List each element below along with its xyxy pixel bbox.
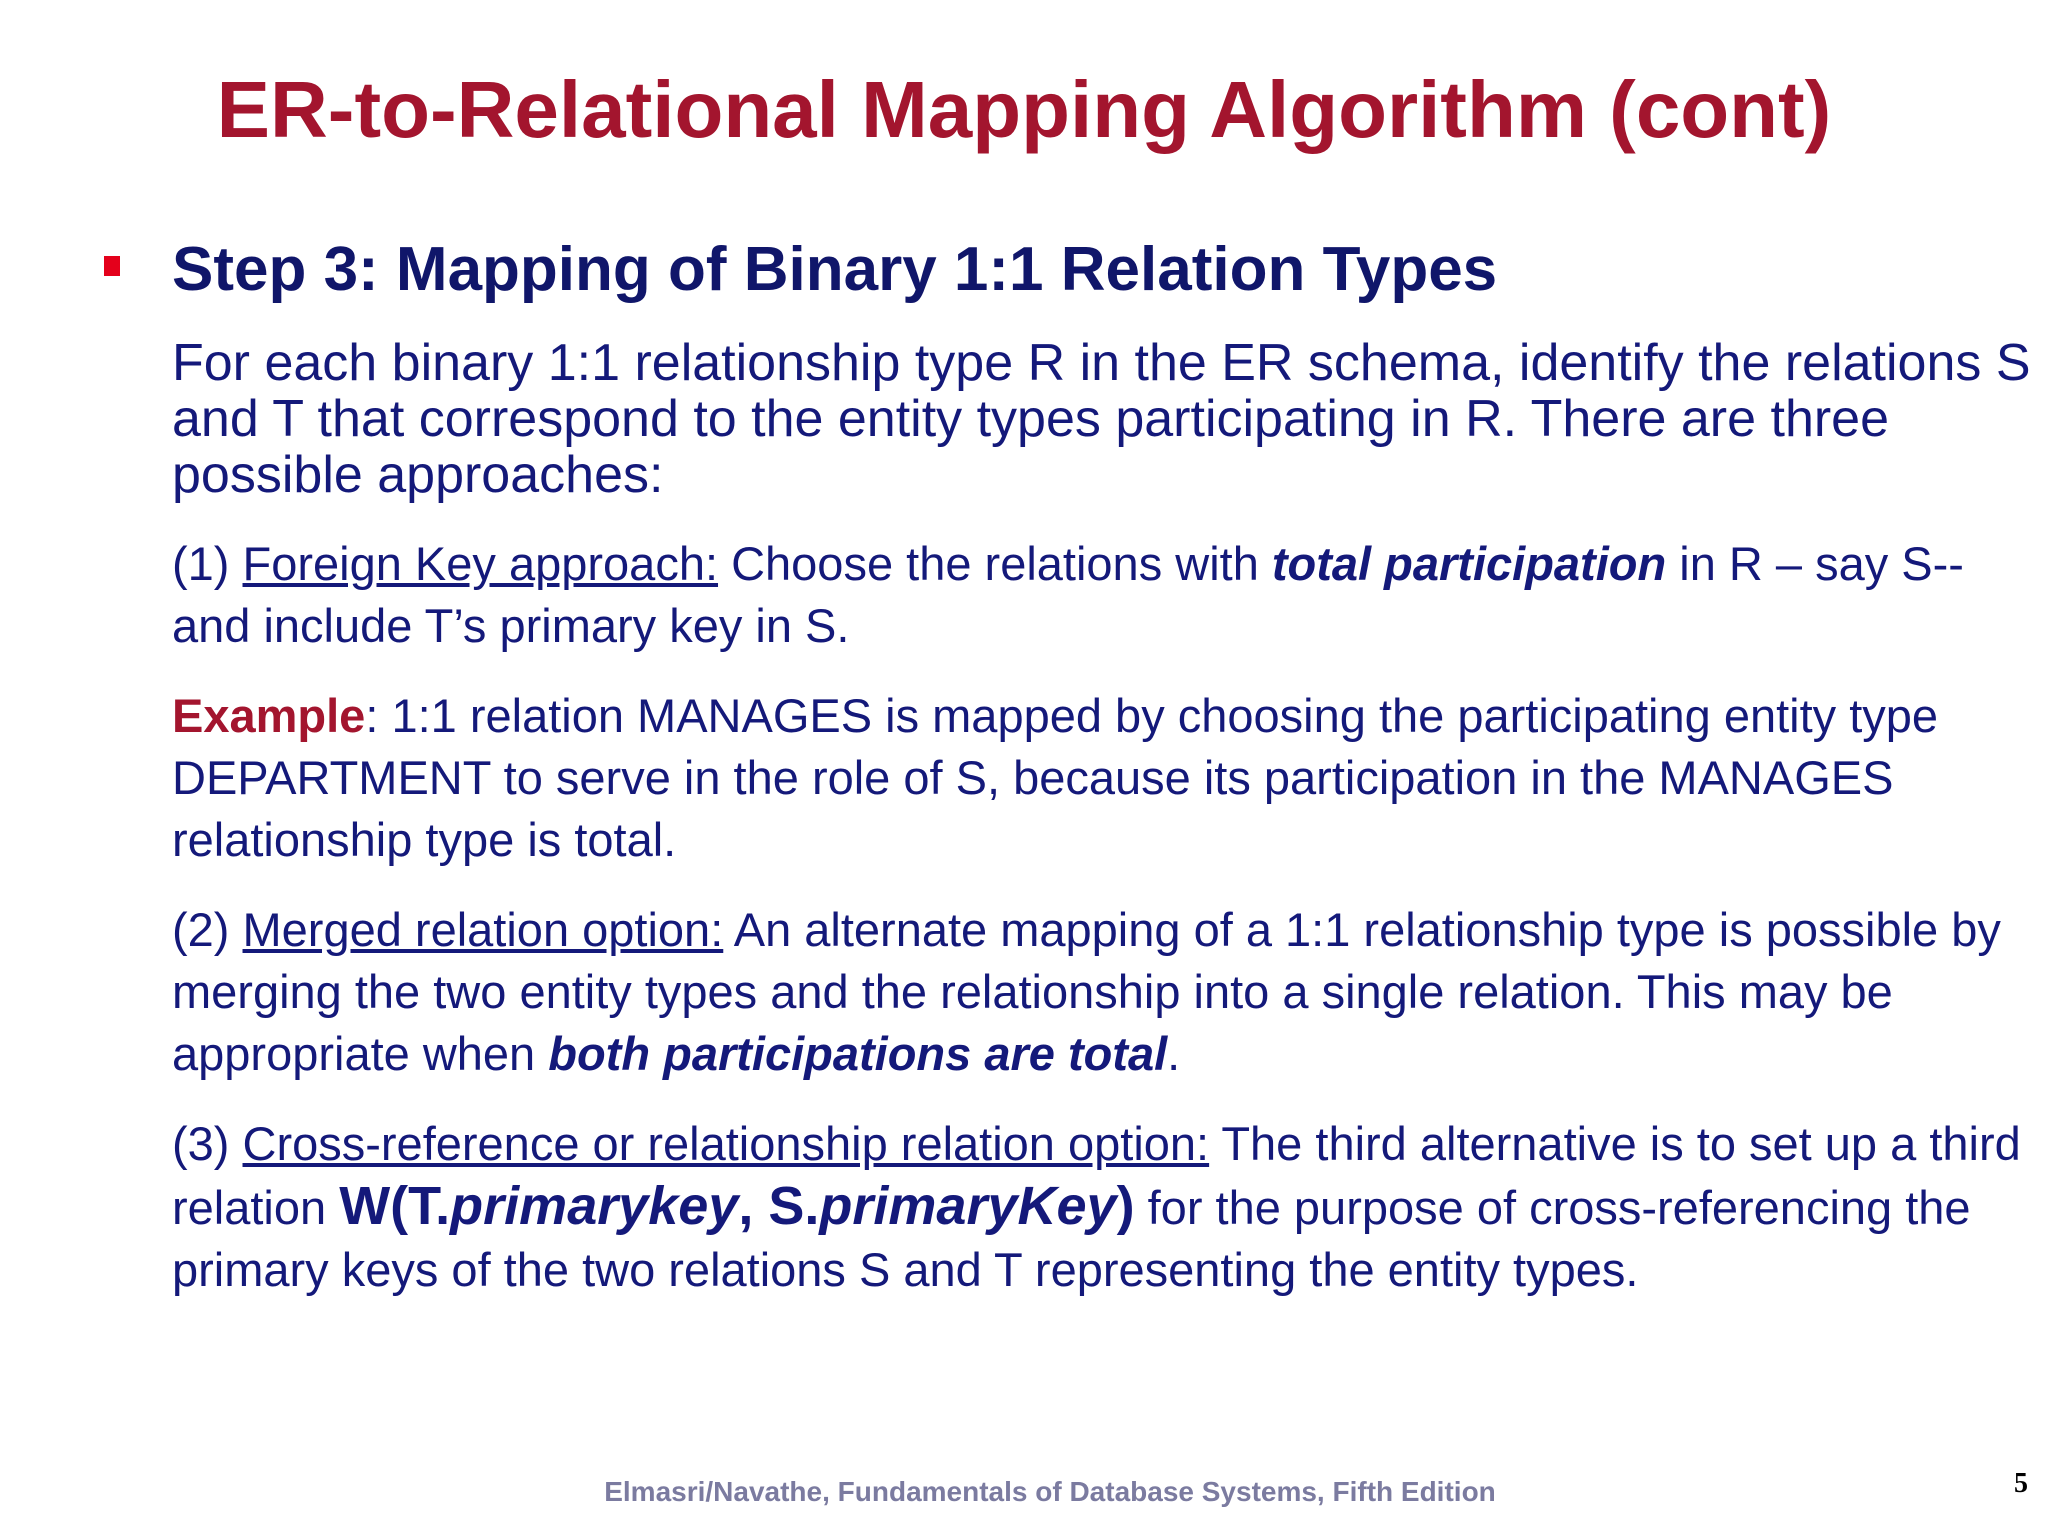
example-separator: : bbox=[365, 689, 379, 742]
example-paragraph bbox=[172, 685, 2032, 871]
relation-w-notation bbox=[339, 1176, 1134, 1236]
relation-w-part-e: ) bbox=[1116, 1176, 1135, 1236]
approach-2-text-a: An alternate mapping of a 1:1 relationship type is possible by merging the two entity types and the relationship into a single relation. This may be appropriate when bbox=[172, 903, 2001, 1080]
relation-w-part-c: , S. bbox=[738, 1176, 820, 1236]
approach-1-text-a: Choose the relations with bbox=[718, 537, 1272, 590]
approach-2-name: Merged relation option: bbox=[242, 903, 724, 956]
approach-1-paragraph bbox=[172, 533, 2032, 657]
example-label: Example bbox=[172, 689, 366, 742]
approach-1-name: Foreign Key approach: bbox=[242, 537, 719, 590]
approach-2-paragraph bbox=[172, 899, 2032, 1085]
approach-3-name: Cross-reference or relationship relation option: bbox=[242, 1117, 1210, 1170]
relation-w-part-a: W(T. bbox=[339, 1176, 451, 1236]
approach-3-text-b: for the purpose of cross-referencing the primary keys of the two relations S and T representing the entity types. bbox=[172, 1181, 1971, 1296]
relation-w-part-d: primaryKey bbox=[819, 1176, 1117, 1236]
approach-1-number: (1) bbox=[172, 537, 230, 590]
example-text: 1:1 relation MANAGES is mapped by choosing the participating entity type DEPARTMENT to serve in the role of S, because its participation in the MANAGES relationship type is total. bbox=[172, 689, 1939, 866]
approach-3-paragraph bbox=[172, 1113, 2032, 1301]
approach-2-text-b: . bbox=[1167, 1027, 1181, 1080]
bullet-square-icon bbox=[104, 256, 120, 276]
page-number: 5 bbox=[2014, 1468, 2028, 1499]
footer-citation: Elmasri/Navathe, Fundamentals of Database Systems, Fifth Edition bbox=[604, 1476, 1496, 1507]
step-heading: Step 3: Mapping of Binary 1:1 Relation Types bbox=[172, 235, 1498, 304]
approach-1-text-b: in R – say S-- and include T’s primary key in S. bbox=[172, 537, 1964, 652]
approach-3-number: (3) bbox=[172, 1117, 230, 1170]
approach-1-emphasis: total participation bbox=[1271, 537, 1667, 590]
slide-title: ER-to-Relational Mapping Algorithm (cont) bbox=[216, 65, 1832, 154]
slide-body bbox=[172, 335, 2032, 1329]
intro-paragraph: For each binary 1:1 relationship type R in the ER schema, identify the relations S and T that correspond to the entity types participating in R. There are three possible approaches: bbox=[172, 334, 2031, 504]
approach-3-text-a: The third alternative is to set up a third relation bbox=[172, 1117, 2021, 1234]
relation-w-part-b: primarykey bbox=[450, 1176, 739, 1236]
approach-2-number: (2) bbox=[172, 903, 230, 956]
approach-2-emphasis: both participations are total bbox=[548, 1027, 1168, 1080]
